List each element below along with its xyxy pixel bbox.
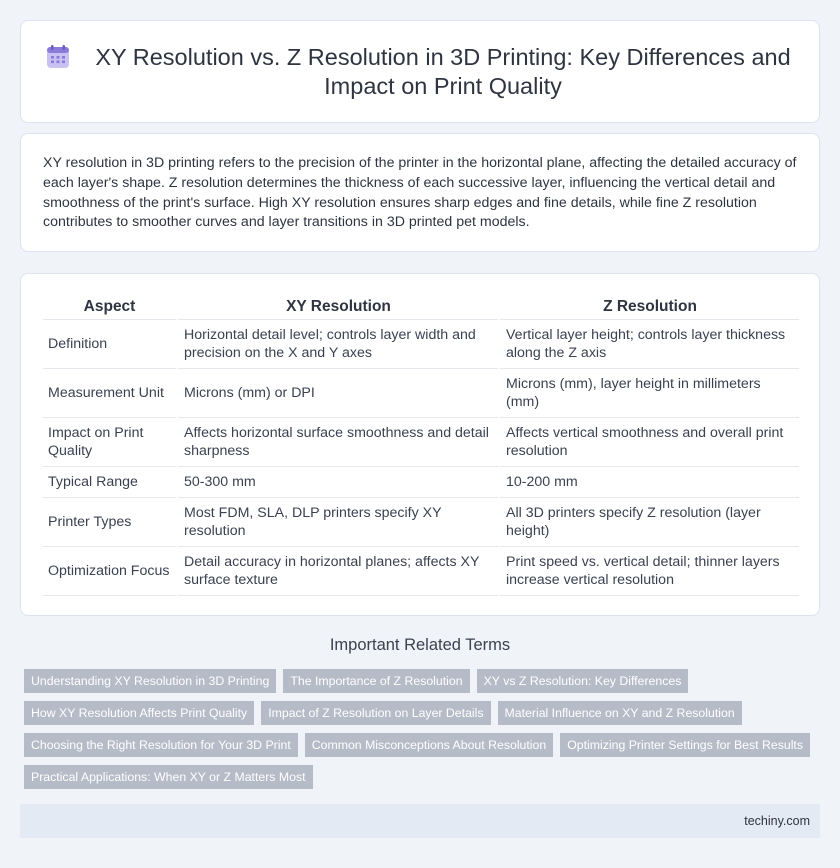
related-term-tag[interactable]: Understanding XY Resolution in 3D Printing <box>24 669 276 693</box>
related-term-tag[interactable]: Optimizing Printer Settings for Best Results <box>560 733 810 757</box>
table-cell: Definition <box>43 320 176 369</box>
table-cell: All 3D printers specify Z resolution (layer height) <box>498 498 799 547</box>
table-row <box>43 467 799 498</box>
table-row <box>43 369 799 418</box>
table-cell: Measurement Unit <box>43 369 176 418</box>
footer-brand[interactable]: techiny.com <box>744 814 810 828</box>
related-term-tag[interactable]: Material Influence on XY and Z Resolution <box>498 701 742 725</box>
table-cell: Microns (mm) or DPI <box>176 369 498 418</box>
table-header-cell: Z Resolution <box>498 294 799 320</box>
tag-row <box>24 669 814 693</box>
intro-paragraph: XY resolution in 3D printing refers to the precision of the printer in the horizontal plane, affecting the detailed accuracy of each layer's shape. Z resolution determines the thickness of each successive layer, influencing the vertical detail and smoothness of the print's surface. High XY resolution ensures sharp edges and fine details, while fine Z resolution contributes to smoother curves and layer transitions in 3D printed pet models. <box>43 155 797 231</box>
table-cell: 10-200 mm <box>498 467 799 498</box>
comparison-table <box>43 294 799 596</box>
table-cell: Typical Range <box>43 467 176 498</box>
table-header-row <box>43 294 799 320</box>
table-cell: Affects horizontal surface smoothness and detail sharpness <box>176 418 498 467</box>
table-cell: 50-300 mm <box>176 467 498 498</box>
page-title: XY Resolution vs. Z Resolution in 3D Printing: Key Differences and Impact on Print Quality <box>95 43 791 99</box>
tag-row <box>24 765 814 789</box>
related-terms-list <box>24 669 814 797</box>
table-cell: Vertical layer height; controls layer thickness along the Z axis <box>498 320 799 369</box>
table-row <box>43 418 799 467</box>
related-term-tag[interactable]: XY vs Z Resolution: Key Differences <box>477 669 689 693</box>
table-cell: Print speed vs. vertical detail; thinner layers increase vertical resolution <box>498 547 799 596</box>
table-cell: Printer Types <box>43 498 176 547</box>
intro-card <box>20 133 820 252</box>
table-cell: Impact on Print Quality <box>43 418 176 467</box>
related-term-tag[interactable]: Practical Applications: When XY or Z Matters Most <box>24 765 313 789</box>
table-row <box>43 498 799 547</box>
table-header-cell: Aspect <box>43 294 176 320</box>
related-term-tag[interactable]: How XY Resolution Affects Print Quality <box>24 701 254 725</box>
table-cell: Detail accuracy in horizontal planes; affects XY surface texture <box>176 547 498 596</box>
related-terms-title: Important Related Terms <box>329 636 511 654</box>
tag-row <box>24 733 814 757</box>
comparison-table-card <box>20 273 820 616</box>
tag-row <box>24 701 814 725</box>
footer-bar <box>20 804 820 838</box>
related-term-tag[interactable]: Impact of Z Resolution on Layer Details <box>261 701 490 725</box>
table-header-cell: XY Resolution <box>176 294 498 320</box>
table-cell: Affects vertical smoothness and overall print resolution <box>498 418 799 467</box>
table-row <box>43 320 799 369</box>
header-card <box>20 20 820 123</box>
table-row <box>43 547 799 596</box>
related-term-tag[interactable]: Choosing the Right Resolution for Your 3D Print <box>24 733 298 757</box>
related-term-tag[interactable]: The Importance of Z Resolution <box>283 669 469 693</box>
calendar-grid-icon <box>45 44 71 70</box>
table-cell: Optimization Focus <box>43 547 176 596</box>
table-cell: Most FDM, SLA, DLP printers specify XY resolution <box>176 498 498 547</box>
related-term-tag[interactable]: Common Misconceptions About Resolution <box>305 733 553 757</box>
table-cell: Horizontal detail level; controls layer width and precision on the X and Y axes <box>176 320 498 369</box>
table-cell: Microns (mm), layer height in millimeters (mm) <box>498 369 799 418</box>
